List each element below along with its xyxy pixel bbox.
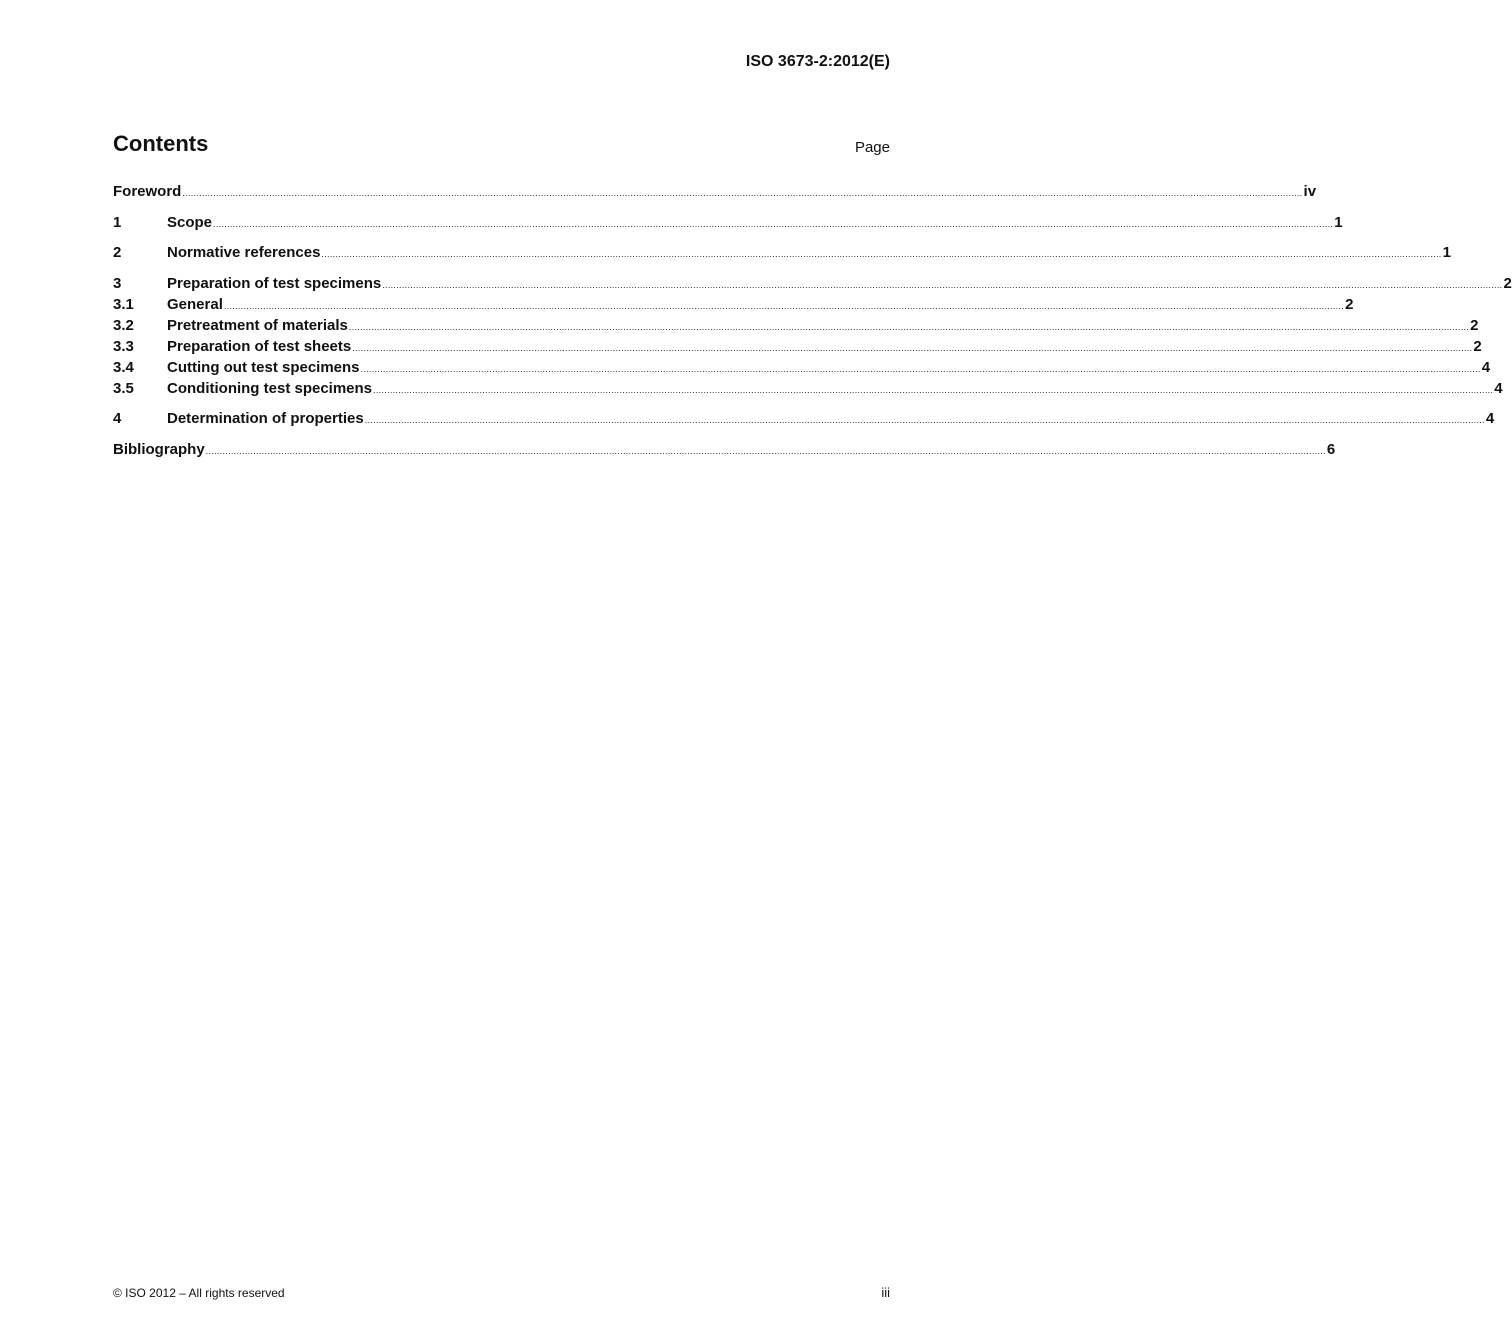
toc-entry-page: 2 [1470,316,1479,334]
table-of-contents [113,182,1512,461]
toc-entry-number: 4 [113,410,122,427]
toc-entry-number: 2 [113,244,122,261]
toc-leader-dots: ................................................................................................................................................................................................................................................................................................................................................................................................................ [364,415,1485,425]
toc-entry-pretreatment-of-materials[interactable] [113,316,1479,337]
toc-leader-dots: ................................................................................................................................................................................................................................................................................................................................................................................................................ [360,363,1481,374]
toc-entry-page: 1 [1442,244,1451,261]
toc-entry-page: 2 [1473,337,1482,355]
document-id: ISO 3673-2:2012(E) [745,53,890,70]
toc-leader-dots: ................................................................................................................................................................................................................................................................................................................................................................................................................ [205,445,1326,456]
toc-entry-title: Normative references [167,244,321,261]
toc-entry-scope[interactable] [113,213,1343,234]
toc-entry-bibliography[interactable] [113,440,1336,461]
toc-entry-page: 6 [1326,440,1336,458]
toc-entry-number: 3.3 [113,337,134,355]
toc-entry-foreword[interactable] [113,182,1317,203]
toc-entry-page: 4 [1481,358,1491,376]
toc-entry-general[interactable] [113,295,1354,316]
toc-entry-page: iv [1303,183,1317,200]
toc-entry-page: 4 [1485,410,1495,427]
toc-entry-page: 4 [1494,379,1503,397]
toc-entry-cutting-out-test-specimens[interactable] [113,358,1491,379]
toc-entry-title: Bibliography [113,440,205,458]
toc-entry-preparation-of-test-specimens[interactable] [113,274,1512,295]
toc-entry-number: 3.1 [113,295,134,313]
toc-entry-number: 1 [113,213,122,231]
toc-entry-page: 1 [1334,213,1343,231]
toc-entry-conditioning-test-specimens[interactable] [113,379,1503,400]
page-column-label: Page [854,139,890,156]
toc-entry-title: Preparation of test sheets [167,337,352,355]
toc-entry-number: 3.5 [113,379,134,397]
toc-entry-title: Scope [167,213,213,231]
toc-entry-title: Conditioning test specimens [167,379,373,397]
toc-entry-title: Pretreatment of materials [167,316,348,334]
toc-leader-dots: ................................................................................................................................................................................................................................................................................................................................................................................................................ [223,300,1345,311]
toc-leader-dots: ................................................................................................................................................................................................................................................................................................................................................................................................................ [352,342,1473,353]
toc-entry-normative-references[interactable] [113,243,1451,264]
toc-entry-title: General [167,295,223,313]
toc-leader-dots: ................................................................................................................................................................................................................................................................................................................................................................................................................ [373,384,1494,395]
toc-leader-dots: ................................................................................................................................................................................................................................................................................................................................................................................................................ [348,321,1470,332]
toc-entry-page: 2 [1503,274,1512,292]
toc-leader-dots: ................................................................................................................................................................................................................................................................................................................................................................................................................ [321,249,1442,259]
toc-entry-preparation-of-test-sheets[interactable] [113,337,1482,358]
toc-entry-title: Cutting out test specimens [167,358,360,376]
footer-copyright: © ISO 2012 – All rights reserved [113,1286,285,1300]
contents-heading: Contents [113,131,209,156]
toc-entry-number: 3.4 [113,358,134,376]
toc-leader-dots: ................................................................................................................................................................................................................................................................................................................................................................................................................ [382,279,1503,290]
toc-entry-title: Determination of properties [167,410,364,427]
toc-leader-dots: ................................................................................................................................................................................................................................................................................................................................................................................................................ [182,188,1303,198]
toc-entry-title: Preparation of test specimens [167,274,382,292]
toc-entry-number: 3 [113,274,122,292]
toc-entry-page: 2 [1345,295,1354,313]
toc-entry-title: Foreword [113,183,182,200]
toc-entry-number: 3.2 [113,316,134,334]
toc-leader-dots: ................................................................................................................................................................................................................................................................................................................................................................................................................ [213,218,1334,229]
footer-page-number: iii [881,1285,890,1300]
toc-entry-determination-of-properties[interactable] [113,409,1495,430]
